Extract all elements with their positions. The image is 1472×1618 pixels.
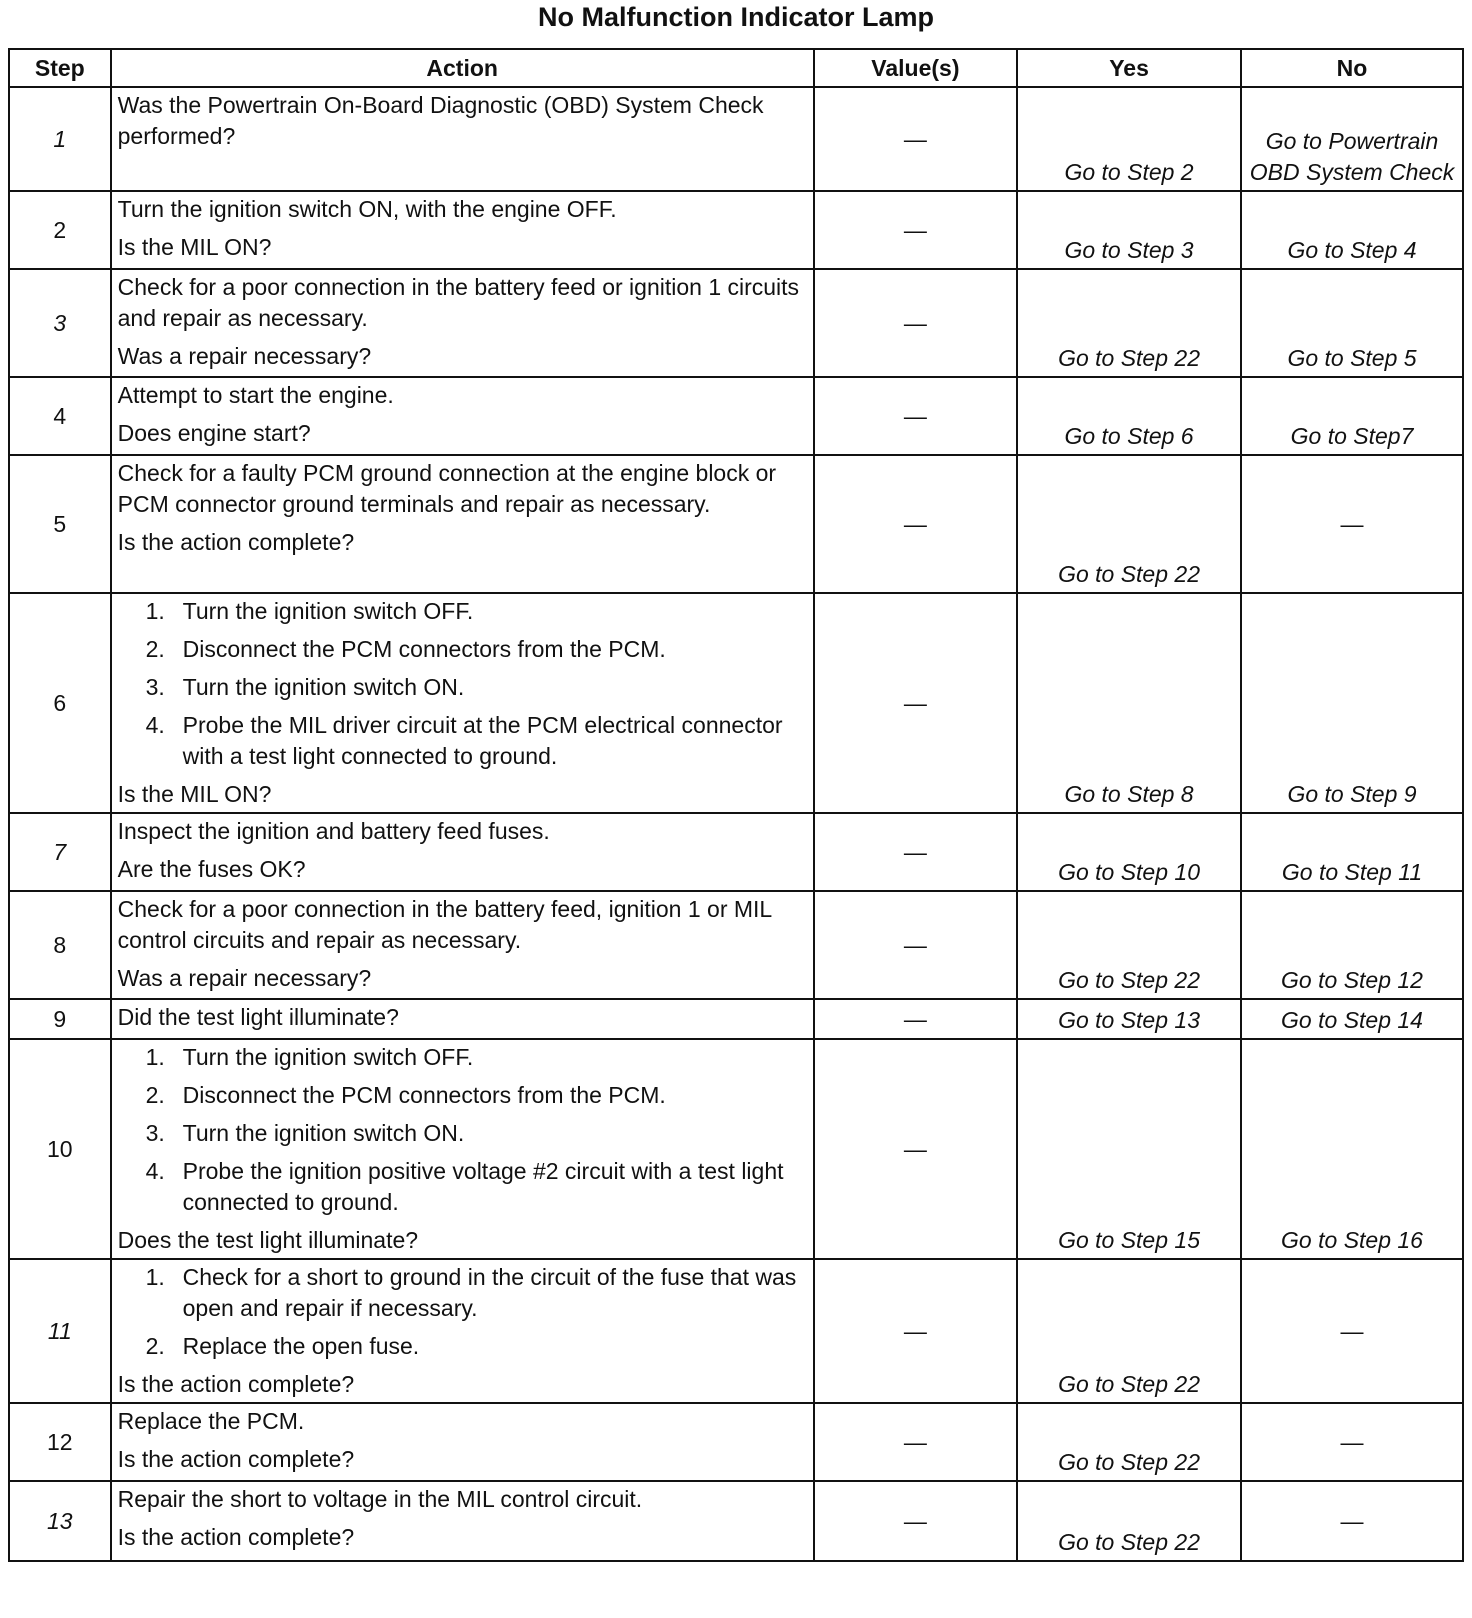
value-cell: —	[814, 593, 1017, 813]
list-number: 3.	[145, 674, 165, 700]
list-text: Turn the ignition switch ON.	[182, 674, 465, 700]
yes-cell: Go to Step 3	[1017, 191, 1241, 269]
yes-cell: Go to Step 22	[1017, 455, 1241, 593]
yes-cell: Go to Step 22	[1017, 1481, 1241, 1561]
action-list-item	[118, 710, 807, 772]
list-number: 1.	[145, 1264, 165, 1290]
action-list-item	[118, 1331, 807, 1362]
table-row	[9, 999, 1463, 1039]
action-list-item	[118, 596, 807, 627]
step-number: 10	[9, 1039, 111, 1259]
yes-cell: Go to Step 8	[1017, 593, 1241, 813]
action-text: Did the test light illuminate?	[117, 1004, 399, 1030]
yes-cell: Go to Step 13	[1017, 999, 1241, 1039]
table-row	[9, 269, 1463, 377]
action-text: Check for a faulty PCM ground connection at the engine block or PCM connector ground terminals and repair as necessary.	[117, 460, 777, 517]
header-no: No	[1241, 49, 1463, 87]
header-step: Step	[9, 49, 111, 87]
action-question: Is the MIL ON?	[117, 234, 272, 260]
action-question: Are the fuses OK?	[117, 856, 306, 882]
action-text: Turn the ignition switch ON, with the engine OFF.	[117, 196, 617, 222]
table-row	[9, 1039, 1463, 1259]
list-number: 3.	[145, 1120, 165, 1146]
yes-cell: Go to Step 6	[1017, 377, 1241, 455]
step-number: 13	[9, 1481, 111, 1561]
action-list-item	[118, 672, 807, 703]
value-cell: —	[814, 1259, 1017, 1403]
value-cell: —	[814, 191, 1017, 269]
no-cell: Go to Powertrain OBD System Check	[1241, 87, 1463, 191]
header-row	[9, 49, 1463, 87]
step-number: 8	[9, 891, 111, 999]
action-text: Repair the short to voltage in the MIL control circuit.	[117, 1486, 643, 1512]
action-text: Check for a poor connection in the battery feed or ignition 1 circuits and repair as necessary.	[117, 274, 800, 331]
action-list-item	[118, 1118, 807, 1149]
action-cell	[111, 191, 814, 269]
value-cell: —	[814, 455, 1017, 593]
action-question: Is the action complete?	[117, 1446, 355, 1472]
action-cell	[111, 455, 814, 593]
list-number: 1.	[145, 1044, 165, 1070]
table-row	[9, 1481, 1463, 1561]
list-text: Turn the ignition switch ON.	[182, 1120, 465, 1146]
table-row	[9, 455, 1463, 593]
value-cell: —	[814, 891, 1017, 999]
no-cell: —	[1241, 1259, 1463, 1403]
header-values: Value(s)	[814, 49, 1017, 87]
list-text: Disconnect the PCM connectors from the PCM.	[182, 636, 666, 662]
header-action: Action	[111, 49, 814, 87]
step-number: 2	[9, 191, 111, 269]
table-row	[9, 593, 1463, 813]
no-cell: Go to Step 12	[1241, 891, 1463, 999]
no-cell: Go to Step 9	[1241, 593, 1463, 813]
action-cell	[111, 1403, 814, 1481]
action-cell	[111, 377, 814, 455]
action-text: Inspect the ignition and battery feed fuses.	[117, 818, 550, 844]
list-text: Probe the MIL driver circuit at the PCM electrical connector with a test light connected to ground.	[182, 712, 783, 769]
value-cell: —	[814, 813, 1017, 891]
action-question: Does engine start?	[117, 420, 311, 446]
action-text: Check for a poor connection in the battery feed, ignition 1 or MIL control circuits and repair as necessary.	[117, 896, 772, 953]
action-question: Was a repair necessary?	[117, 343, 372, 369]
yes-cell: Go to Step 10	[1017, 813, 1241, 891]
action-text: Replace the PCM.	[117, 1408, 305, 1434]
page-title: No Malfunction Indicator Lamp	[538, 2, 934, 32]
no-cell: Go to Step7	[1241, 377, 1463, 455]
table-row	[9, 87, 1463, 191]
list-number: 2.	[145, 1082, 165, 1108]
step-number: 3	[9, 269, 111, 377]
action-list-item	[118, 1080, 807, 1111]
action-cell	[111, 593, 814, 813]
action-question: Was a repair necessary?	[117, 965, 372, 991]
action-cell	[111, 87, 814, 191]
list-text: Probe the ignition positive voltage #2 circuit with a test light connected to ground.	[182, 1158, 784, 1215]
table-row	[9, 891, 1463, 999]
list-number: 4.	[145, 1158, 165, 1184]
header-yes: Yes	[1017, 49, 1241, 87]
action-list-item	[118, 634, 807, 665]
no-cell: Go to Step 16	[1241, 1039, 1463, 1259]
step-number: 1	[9, 87, 111, 191]
value-cell: —	[814, 1481, 1017, 1561]
no-cell: —	[1241, 455, 1463, 593]
yes-cell: Go to Step 22	[1017, 1259, 1241, 1403]
action-cell	[111, 1259, 814, 1403]
no-cell: —	[1241, 1403, 1463, 1481]
yes-cell: Go to Step 22	[1017, 891, 1241, 999]
no-cell: Go to Step 4	[1241, 191, 1463, 269]
yes-cell: Go to Step 15	[1017, 1039, 1241, 1259]
yes-cell: Go to Step 22	[1017, 269, 1241, 377]
action-cell	[111, 269, 814, 377]
list-number: 4.	[145, 712, 165, 738]
step-number: 7	[9, 813, 111, 891]
action-cell	[111, 1039, 814, 1259]
action-cell	[111, 999, 814, 1039]
step-number: 5	[9, 455, 111, 593]
yes-cell: Go to Step 2	[1017, 87, 1241, 191]
value-cell: —	[814, 87, 1017, 191]
list-number: 1.	[145, 598, 165, 624]
table-row	[9, 1403, 1463, 1481]
action-question: Is the MIL ON?	[117, 781, 272, 807]
action-text: Was the Powertrain On-Board Diagnostic (OBD) System Check performed?	[117, 92, 764, 149]
action-cell	[111, 891, 814, 999]
action-list-item	[118, 1156, 807, 1218]
step-number: 6	[9, 593, 111, 813]
value-cell: —	[814, 1039, 1017, 1259]
action-cell	[111, 813, 814, 891]
diagnostic-table	[8, 48, 1464, 1562]
value-cell: —	[814, 999, 1017, 1039]
action-question: Does the test light illuminate?	[117, 1227, 419, 1253]
action-list-item	[118, 1042, 807, 1073]
step-number: 9	[9, 999, 111, 1039]
list-text: Turn the ignition switch OFF.	[182, 1044, 474, 1070]
action-question: Is the action complete?	[117, 1371, 355, 1397]
step-number: 4	[9, 377, 111, 455]
step-number: 11	[9, 1259, 111, 1403]
list-text: Replace the open fuse.	[182, 1333, 420, 1359]
yes-cell: Go to Step 22	[1017, 1403, 1241, 1481]
action-question: Is the action complete?	[117, 529, 355, 555]
list-number: 2.	[145, 1333, 165, 1359]
value-cell: —	[814, 1403, 1017, 1481]
no-cell: Go to Step 14	[1241, 999, 1463, 1039]
action-question: Is the action complete?	[117, 1524, 355, 1550]
list-text: Turn the ignition switch OFF.	[182, 598, 474, 624]
table-row	[9, 813, 1463, 891]
no-cell: Go to Step 11	[1241, 813, 1463, 891]
list-text: Disconnect the PCM connectors from the PCM.	[182, 1082, 666, 1108]
value-cell: —	[814, 377, 1017, 455]
table-row	[9, 377, 1463, 455]
table-row	[9, 191, 1463, 269]
list-text: Check for a short to ground in the circuit of the fuse that was open and repair if necessary.	[182, 1264, 797, 1321]
step-number: 12	[9, 1403, 111, 1481]
action-text: Attempt to start the engine.	[117, 382, 394, 408]
table-row	[9, 1259, 1463, 1403]
action-cell	[111, 1481, 814, 1561]
no-cell: —	[1241, 1481, 1463, 1561]
no-cell: Go to Step 5	[1241, 269, 1463, 377]
value-cell: —	[814, 269, 1017, 377]
list-number: 2.	[145, 636, 165, 662]
action-list-item	[118, 1262, 807, 1324]
